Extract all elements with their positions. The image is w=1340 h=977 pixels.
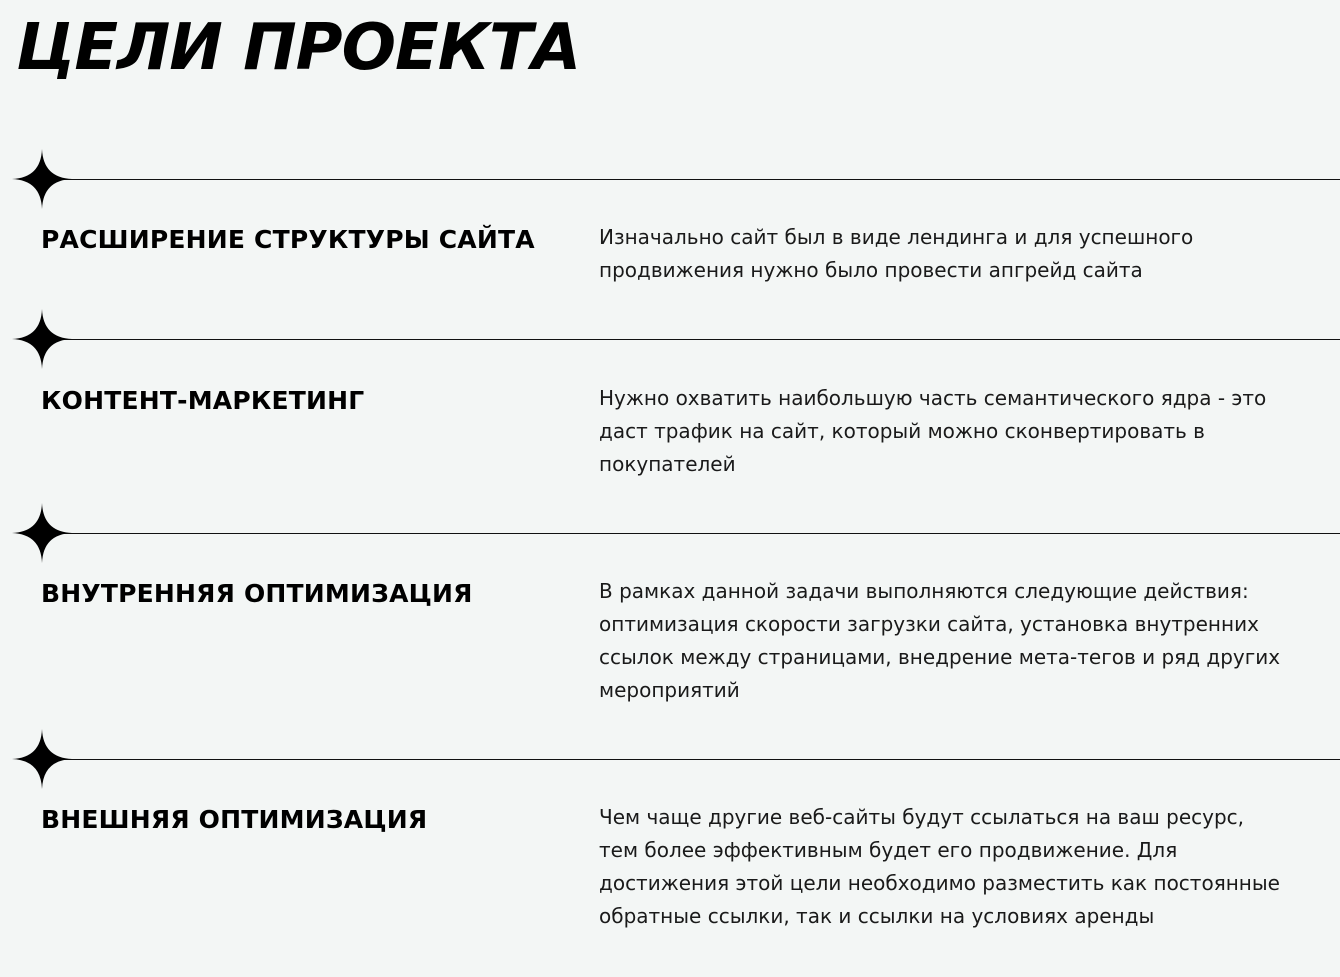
goal-heading-external-optimization: ВНЕШНЯЯ ОПТИМИЗАЦИЯ — [41, 805, 428, 834]
four-point-star-icon — [12, 309, 72, 369]
divider-line — [40, 179, 1340, 180]
goal-text-content-marketing: Нужно охватить наибольшую часть семантического ядра - это даст трафик на сайт, который можно сконвертировать в покупателей — [599, 386, 1267, 476]
goal-text-internal-optimization: В рамках данной задачи выполняются следующие действия: оптимизация скорости загрузки сайта, установка внутренних ссылок между страницами, внедрение мета-тегов и ряд других мероприятий — [599, 579, 1281, 702]
goal-text-external-optimization: Чем чаще другие веб-сайты будут ссылаться на ваш ресурс, тем более эффективным будет его продвижение. Для достижения этой цели необходимо разместить как постоянные обратные ссылки, так и ссылки на условиях аренды — [599, 805, 1280, 928]
four-point-star-icon — [12, 729, 72, 789]
goal-text-site-structure: Изначально сайт был в виде лендинга и для успешного продвижения нужно было провести апгрейд сайта — [599, 225, 1194, 282]
divider-line — [40, 339, 1340, 340]
goal-heading-content-marketing: КОНТЕНТ-МАРКЕТИНГ — [41, 386, 365, 415]
four-point-star-icon — [12, 149, 72, 209]
page-title: ЦЕЛИ ПРОЕКТА — [16, 11, 581, 85]
divider-line — [40, 533, 1340, 534]
divider-line — [40, 759, 1340, 760]
goal-heading-site-structure: РАСШИРЕНИЕ СТРУКТУРЫ САЙТА — [41, 225, 535, 254]
goal-heading-internal-optimization: ВНУТРЕННЯЯ ОПТИМИЗАЦИЯ — [41, 579, 473, 608]
four-point-star-icon — [12, 503, 72, 563]
